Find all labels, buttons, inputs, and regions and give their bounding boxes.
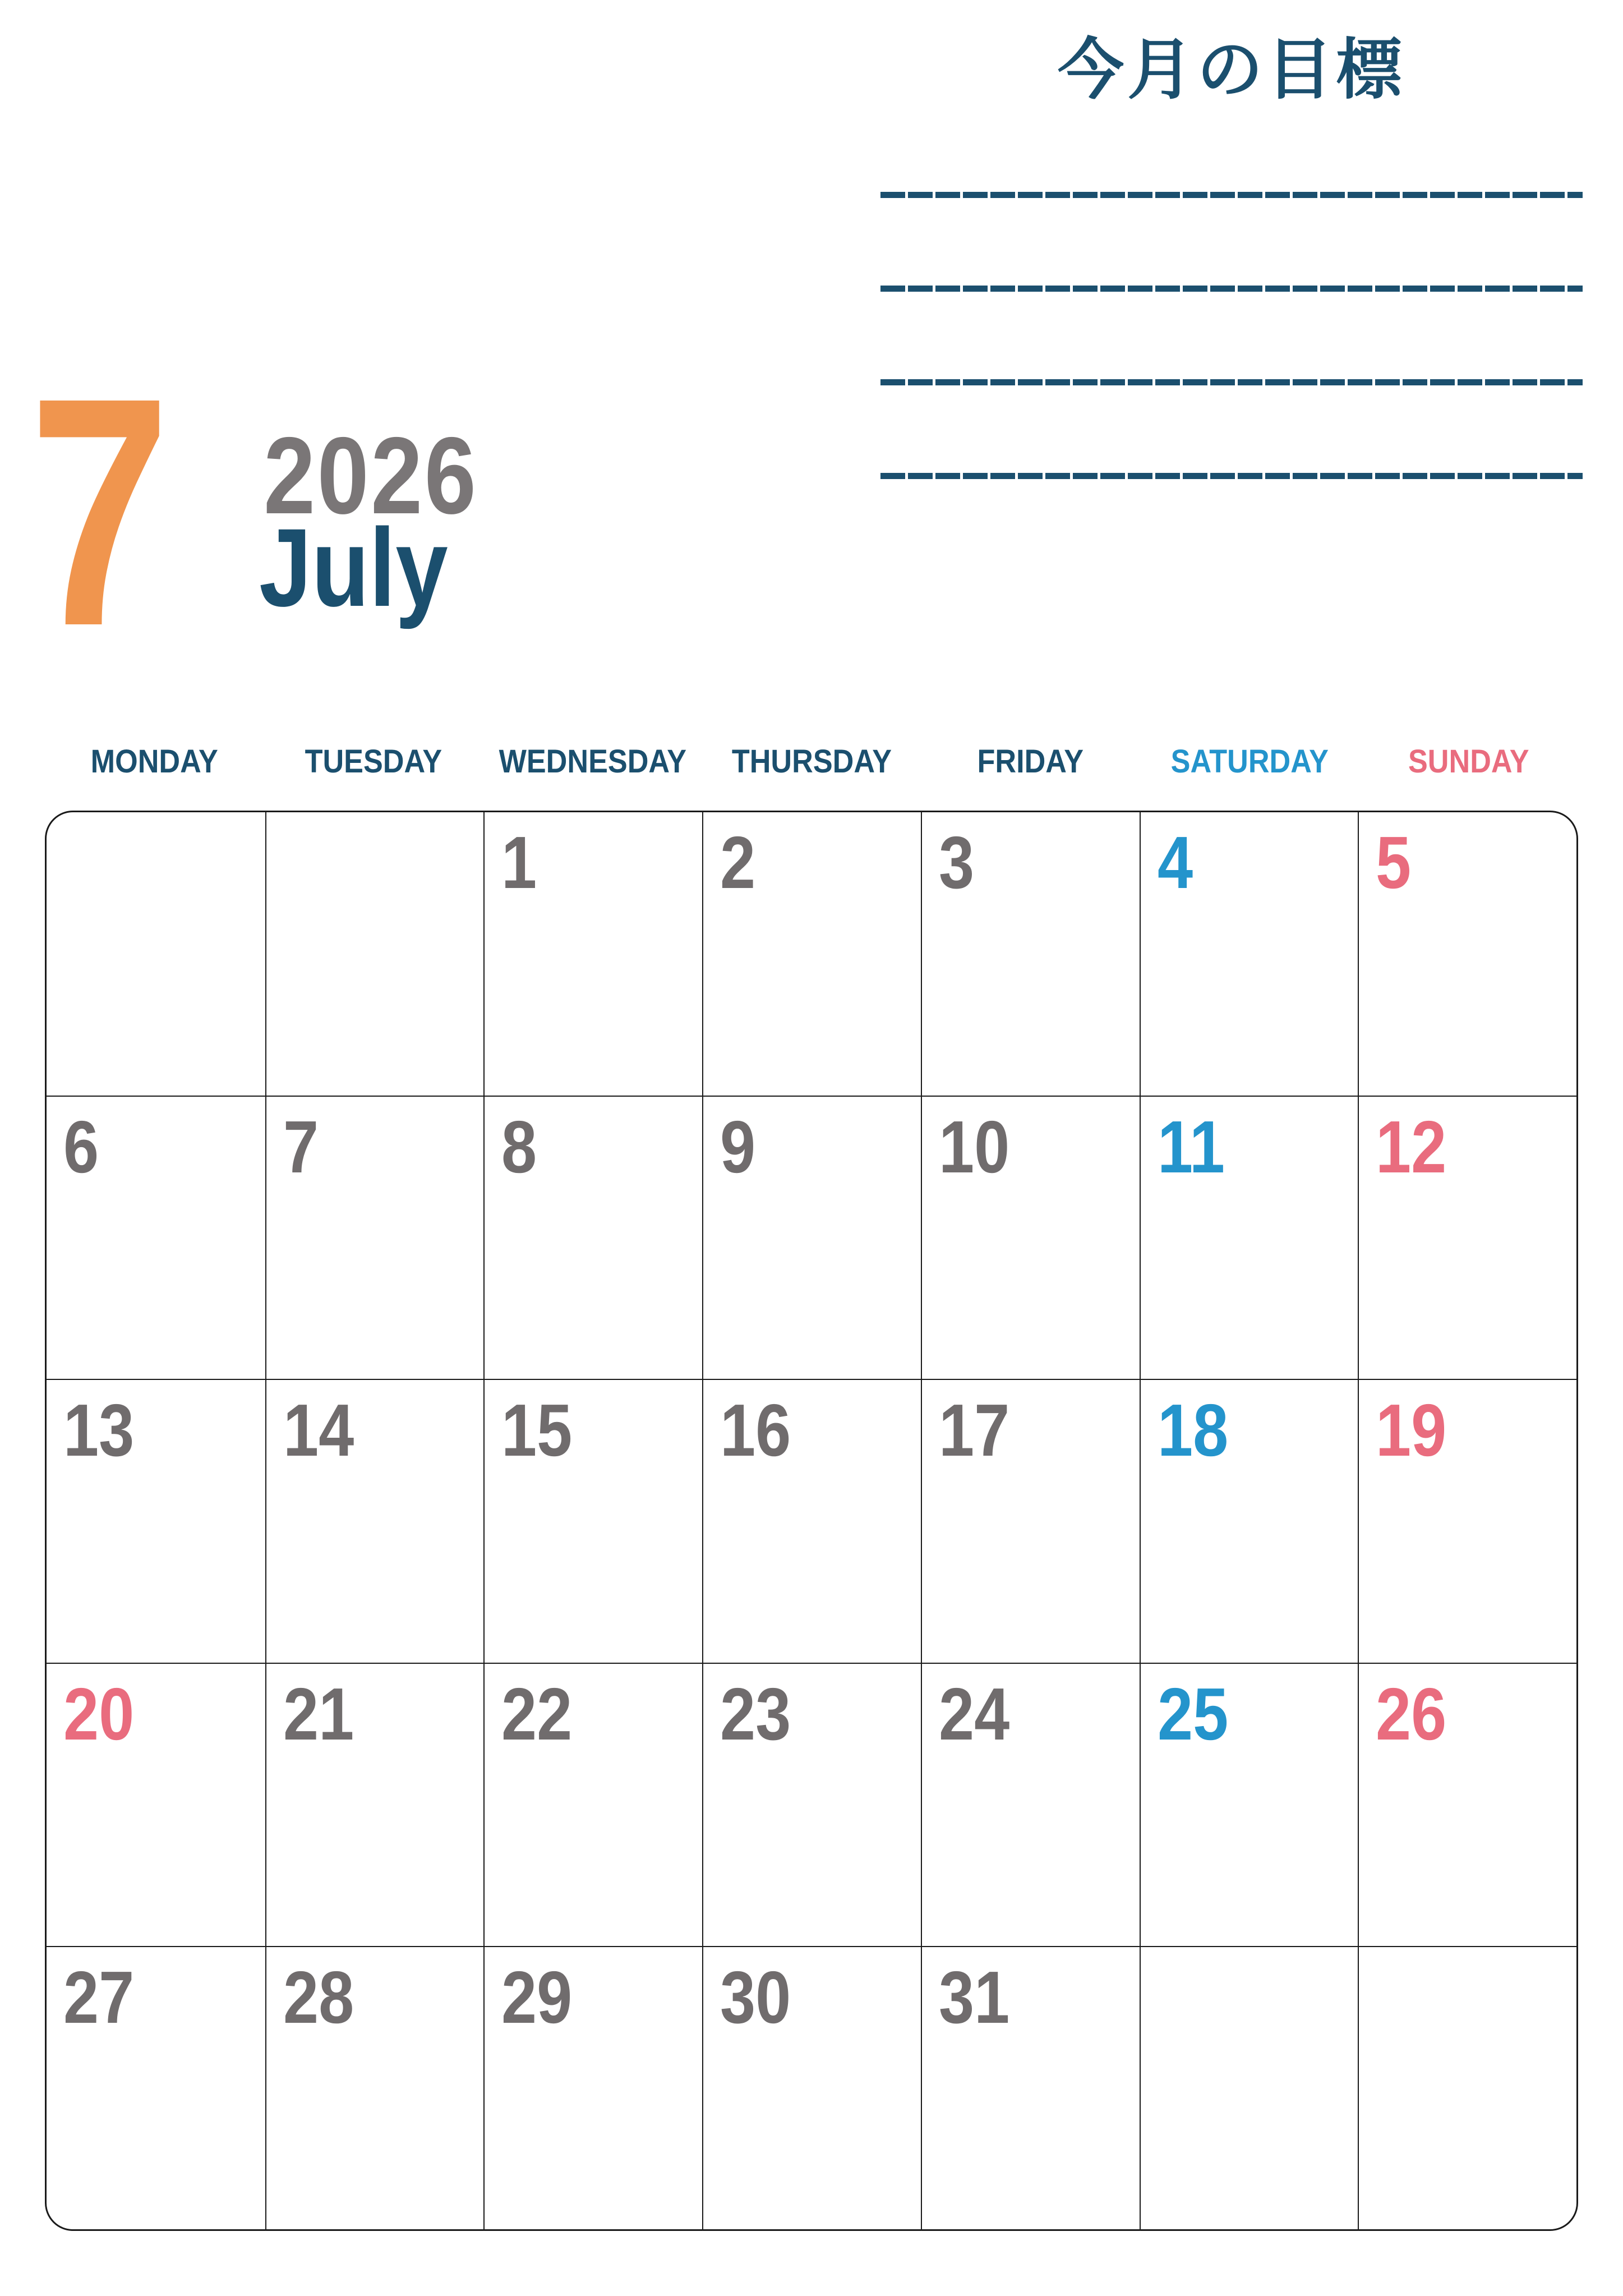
day-number: 5 xyxy=(1376,821,1412,904)
day-number: 18 xyxy=(1157,1389,1228,1472)
weekday-label-text: THURSDAY xyxy=(731,743,892,780)
month-name: July xyxy=(259,505,448,629)
calendar-cell-day-26 xyxy=(1358,1663,1576,1946)
day-number: 8 xyxy=(501,1106,537,1189)
day-number: 3 xyxy=(938,821,974,904)
calendar-cell-day-18 xyxy=(1140,1379,1358,1662)
day-number: 25 xyxy=(1157,1672,1228,1755)
day-number: 7 xyxy=(283,1106,319,1189)
weekday-label-text: WEDNESDAY xyxy=(499,743,686,780)
calendar-cell-day-22 xyxy=(483,1663,702,1946)
calendar-cell-day-17 xyxy=(921,1379,1140,1662)
day-number: 16 xyxy=(720,1389,791,1472)
weekday-label-text: MONDAY xyxy=(90,743,218,780)
calendar-cell-day-7 xyxy=(265,1096,484,1379)
day-number: 10 xyxy=(938,1106,1010,1189)
calendar-cell-day-20 xyxy=(47,1663,265,1946)
calendar-cell-empty xyxy=(265,812,484,1096)
goal-writing-line xyxy=(880,379,1583,385)
goal-writing-line xyxy=(880,286,1583,292)
day-number: 28 xyxy=(283,1955,354,2039)
day-number: 12 xyxy=(1376,1106,1447,1189)
month-number: 7 xyxy=(29,330,170,693)
weekday-header-row xyxy=(45,739,1578,784)
calendar-cell-day-21 xyxy=(265,1663,484,1946)
weekday-label-friday xyxy=(921,743,1140,780)
calendar-cell-day-30 xyxy=(702,1946,921,2229)
calendar-cell-day-15 xyxy=(483,1379,702,1662)
calendar-cell-day-9 xyxy=(702,1096,921,1379)
weekday-label-wednesday xyxy=(483,743,702,780)
day-number: 20 xyxy=(63,1672,135,1755)
calendar-cell-day-12 xyxy=(1358,1096,1576,1379)
weekday-label-text: TUESDAY xyxy=(305,743,442,780)
calendar-cell-day-11 xyxy=(1140,1096,1358,1379)
calendar-cell-day-27 xyxy=(47,1946,265,2229)
calendar-cell-empty xyxy=(1140,1946,1358,2229)
day-number: 11 xyxy=(1157,1106,1225,1189)
day-number: 22 xyxy=(501,1672,573,1755)
calendar-cell-day-23 xyxy=(702,1663,921,1946)
day-number: 1 xyxy=(501,821,537,904)
calendar-cell-day-2 xyxy=(702,812,921,1096)
day-number: 19 xyxy=(1376,1389,1447,1472)
day-number: 31 xyxy=(938,1955,1010,2039)
calendar-cell-day-4 xyxy=(1140,812,1358,1096)
calendar-cell-day-29 xyxy=(483,1946,702,2229)
calendar-cell-day-3 xyxy=(921,812,1140,1096)
day-number: 13 xyxy=(63,1389,135,1472)
goals-title: 今月の目標 xyxy=(1057,33,1405,107)
weekday-label-text: SUNDAY xyxy=(1408,743,1529,780)
calendar-cell-day-13 xyxy=(47,1379,265,1662)
day-number: 17 xyxy=(938,1389,1010,1472)
calendar-cell-day-19 xyxy=(1358,1379,1576,1662)
day-number: 9 xyxy=(720,1106,756,1189)
weekday-label-saturday xyxy=(1140,743,1359,780)
day-number: 24 xyxy=(938,1672,1010,1755)
day-number: 27 xyxy=(63,1955,135,2039)
goal-writing-line xyxy=(880,192,1583,198)
calendar-cell-day-16 xyxy=(702,1379,921,1662)
weekday-label-text: FRIDAY xyxy=(977,743,1084,780)
day-number: 26 xyxy=(1376,1672,1447,1755)
day-number: 21 xyxy=(283,1672,354,1755)
day-number: 15 xyxy=(501,1389,573,1472)
day-number: 23 xyxy=(720,1672,791,1755)
calendar-cell-empty xyxy=(47,812,265,1096)
day-number: 29 xyxy=(501,1955,573,2039)
month-year: 2026 xyxy=(264,415,478,537)
weekday-label-monday xyxy=(45,743,264,780)
weekday-label-tuesday xyxy=(264,743,483,780)
calendar-cell-day-6 xyxy=(47,1096,265,1379)
calendar-cell-day-5 xyxy=(1358,812,1576,1096)
calendar-cell-day-14 xyxy=(265,1379,484,1662)
calendar-cell-day-25 xyxy=(1140,1663,1358,1946)
calendar-cell-day-31 xyxy=(921,1946,1140,2229)
weekday-label-text: SATURDAY xyxy=(1170,743,1329,780)
day-number: 30 xyxy=(720,1955,791,2039)
day-number: 2 xyxy=(720,821,756,904)
weekday-label-thursday xyxy=(702,743,921,780)
goal-writing-line xyxy=(880,473,1583,479)
calendar-cell-day-10 xyxy=(921,1096,1140,1379)
calendar-cell-empty xyxy=(1358,1946,1576,2229)
calendar-cell-day-24 xyxy=(921,1663,1140,1946)
day-number: 6 xyxy=(63,1106,99,1189)
calendar-cell-day-1 xyxy=(483,812,702,1096)
calendar-grid xyxy=(45,811,1578,2231)
day-number: 14 xyxy=(283,1389,354,1472)
weekday-label-sunday xyxy=(1359,743,1578,780)
calendar-cell-day-28 xyxy=(265,1946,484,2229)
day-number: 4 xyxy=(1157,821,1193,904)
calendar-cell-day-8 xyxy=(483,1096,702,1379)
